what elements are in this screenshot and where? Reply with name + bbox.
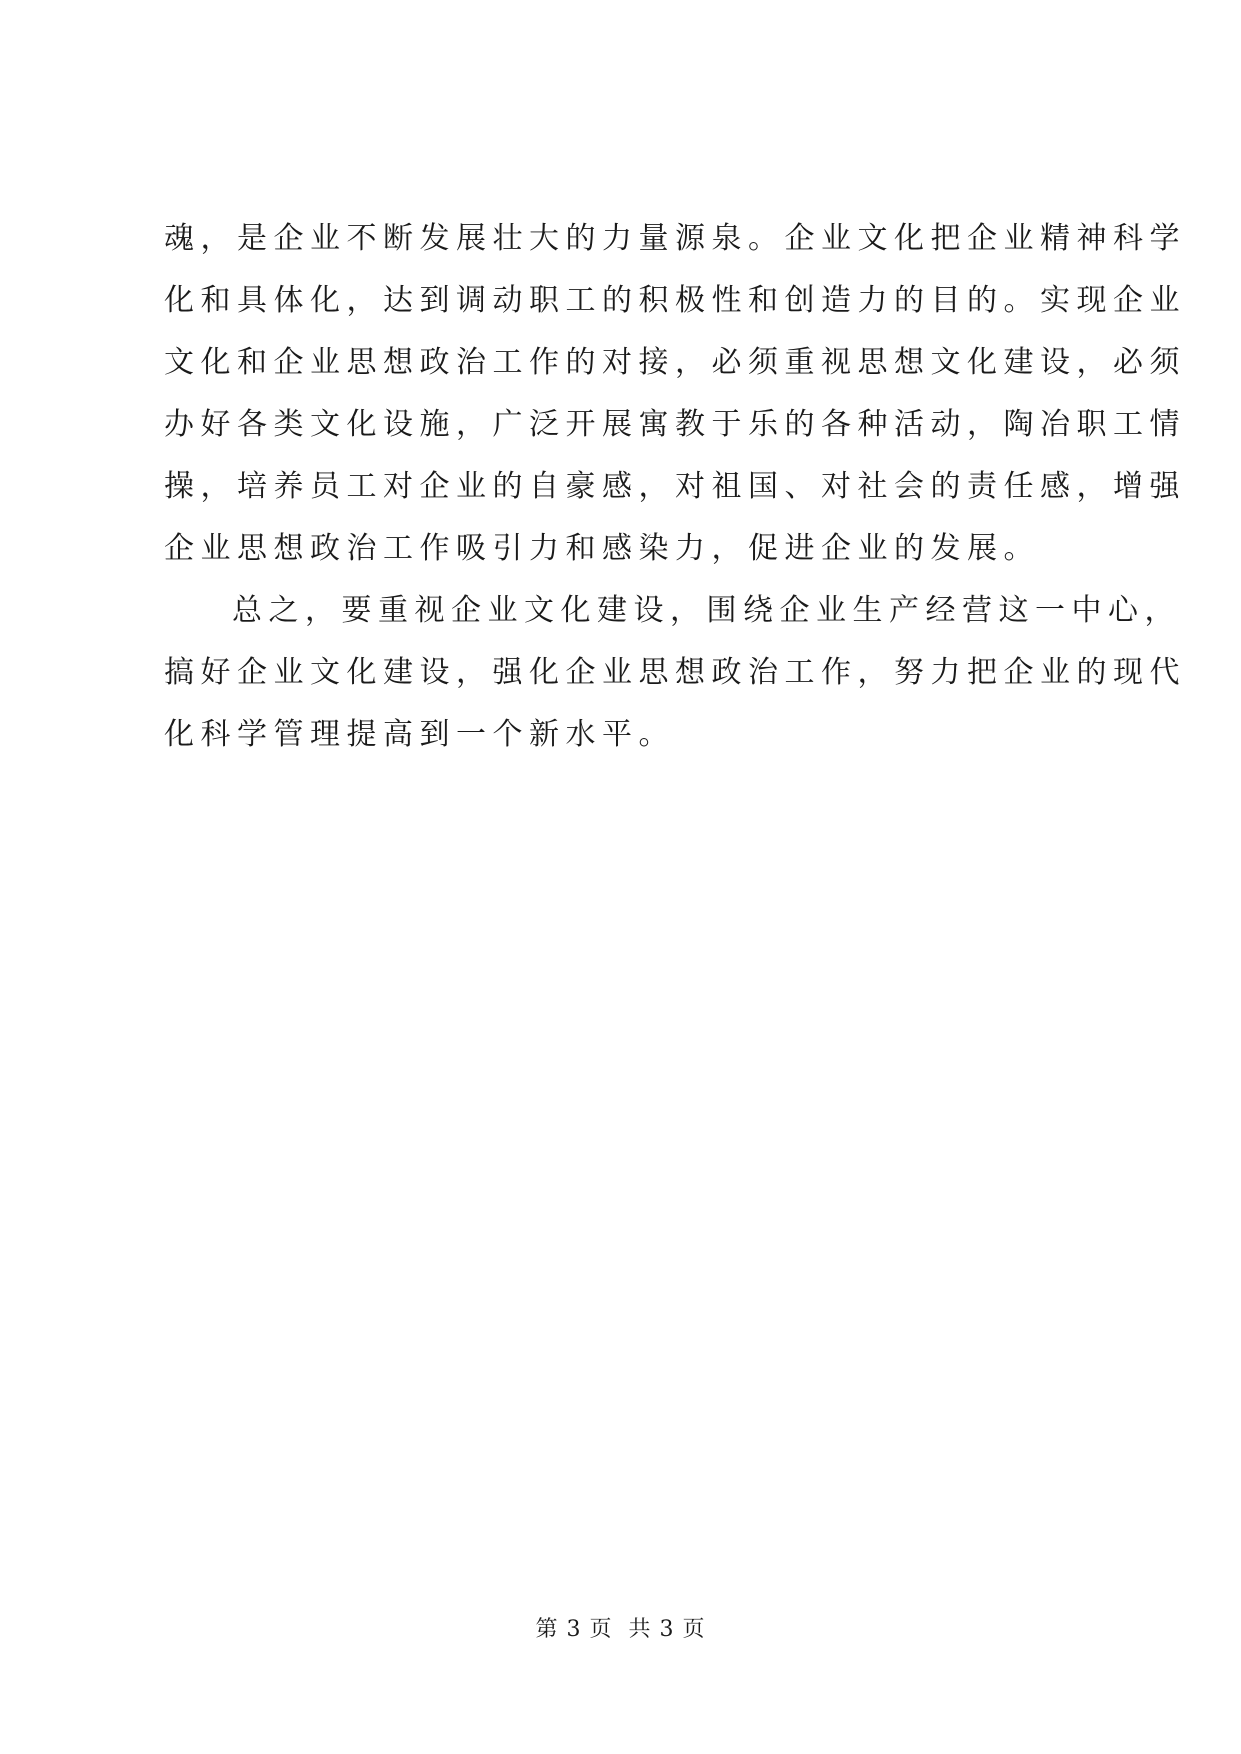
body-line: 魂，是企业不断发展壮大的力量源泉。企业文化把企业精神科学 <box>164 221 1186 256</box>
body-line: 办好各类文化设施，广泛开展寓教于乐的各种活动，陶冶职工情 <box>164 407 1186 442</box>
body-line-paragraph-start: 总之，要重视企业文化建设，围绕企业生产经营这一中心， <box>232 593 1181 628</box>
body-line: 企业思想政治工作吸引力和感染力，促进企业的发展。 <box>164 531 1040 566</box>
body-line: 搞好企业文化建设，强化企业思想政治工作，努力把企业的现代 <box>164 655 1186 690</box>
page-total: 共 3 页 <box>628 1617 706 1642</box>
body-line: 操，培养员工对企业的自豪感，对祖国、对社会的责任感，增强 <box>164 469 1186 504</box>
body-line: 化科学管理提高到一个新水平。 <box>164 717 675 752</box>
document-body <box>164 208 1186 766</box>
body-line: 文化和企业思想政治工作的对接，必须重视思想文化建设，必须 <box>164 345 1186 380</box>
body-line: 化和具体化，达到调动职工的积极性和创造力的目的。实现企业 <box>164 283 1186 318</box>
page-footer <box>0 1612 1241 1643</box>
page-number: 第 3 页 <box>535 1617 613 1642</box>
